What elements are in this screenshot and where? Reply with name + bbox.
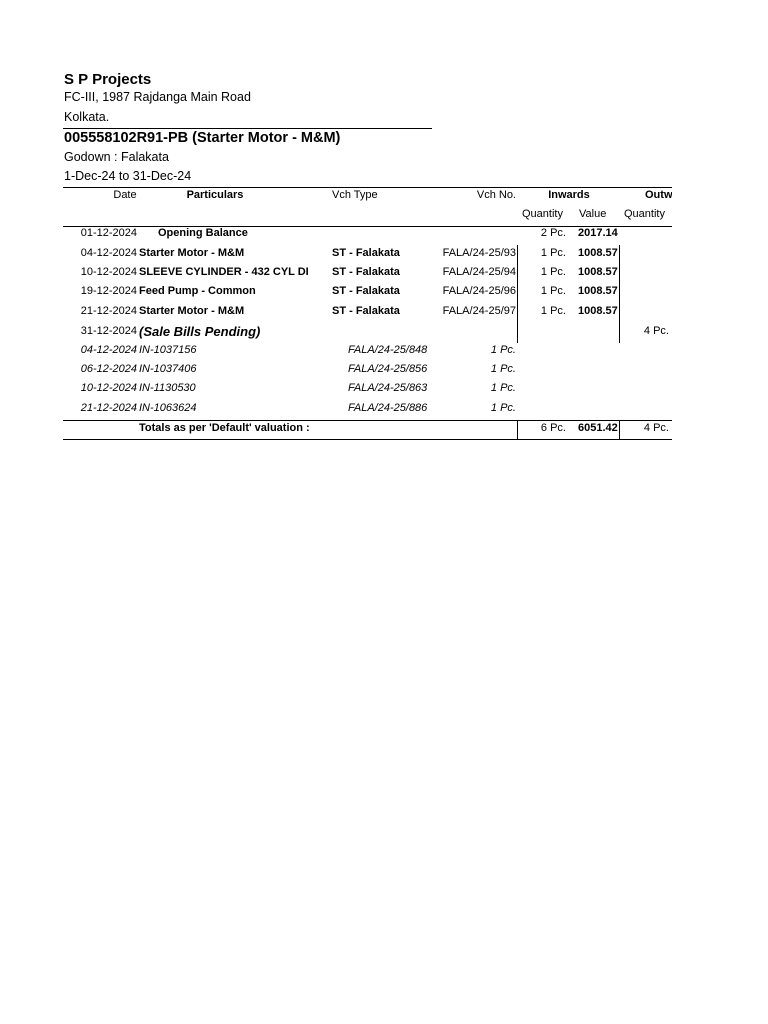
company-address-line1: FC-III, 1987 Rajdanga Main Road <box>64 90 251 104</box>
pending-quantity: 1 Pc. <box>490 344 516 356</box>
pending-vch-no: FALA/24-25/886 <box>348 402 428 414</box>
pending-quantity: 1 Pc. <box>490 363 516 375</box>
row-date: 21-12-2024 <box>80 305 137 317</box>
row-date: 10-12-2024 <box>80 266 137 278</box>
header-inwards: Inwards <box>548 189 590 201</box>
row-vch-no: FALA/24-25/96 <box>442 285 516 297</box>
totals-label: Totals as per 'Default' valuation : <box>139 422 310 434</box>
pending-ref: IN-1037406 <box>139 363 197 375</box>
company-address-line2: Kolkata. <box>64 110 110 124</box>
row-vch-type: ST - Falakata <box>332 285 400 297</box>
pending-vch-no: FALA/24-25/848 <box>348 344 428 356</box>
totals-in-quantity: 6 Pc. <box>540 422 566 434</box>
row-date: 19-12-2024 <box>80 285 137 297</box>
row-in-value: 1008.57 <box>578 285 618 297</box>
row-particulars: Starter Motor - M&M <box>139 247 245 259</box>
header-in-quantity: Quantity <box>522 208 563 220</box>
row-in-quantity: 2 Pc. <box>540 227 566 239</box>
header-vch-type: Vch Type <box>332 189 378 201</box>
row-vch-type: ST - Falakata <box>332 247 400 259</box>
pending-ref: IN-1130530 <box>139 382 196 394</box>
godown-label: Godown : Falakata <box>64 150 169 164</box>
row-vch-type: ST - Falakata <box>332 305 400 317</box>
totals-in-value: 6051.42 <box>578 422 618 434</box>
row-in-quantity: 1 Pc. <box>540 285 566 297</box>
header-vch-no: Vch No. <box>476 189 516 201</box>
row-date: 04-12-2024 <box>80 247 137 259</box>
totals-out-quantity: 4 Pc. <box>643 422 669 434</box>
row-out-quantity: 4 Pc. <box>643 325 669 337</box>
pending-date: 06-12-2024 <box>80 363 137 375</box>
row-particulars: (Sale Bills Pending) <box>139 324 261 339</box>
row-vch-type: ST - Falakata <box>332 266 400 278</box>
row-in-quantity: 1 Pc. <box>540 266 566 278</box>
report-title: 005558102R91-PB (Starter Motor - M&M) <box>64 130 341 146</box>
row-vch-no: FALA/24-25/94 <box>442 266 516 278</box>
header-out-quantity: Quantity <box>624 208 665 220</box>
row-particulars: Starter Motor - M&M <box>139 305 245 317</box>
header-outwards: Outw <box>645 189 672 201</box>
row-in-value: 2017.14 <box>578 227 618 239</box>
company-name: S P Projects <box>64 71 152 88</box>
pending-vch-no: FALA/24-25/856 <box>348 363 428 375</box>
pending-date: 21-12-2024 <box>80 402 137 414</box>
pending-quantity: 1 Pc. <box>490 382 516 394</box>
divider-vchno-right <box>517 245 518 343</box>
pending-ref: IN-1037156 <box>139 344 197 356</box>
header-in-value: Value <box>579 208 607 220</box>
row-in-value: 1008.57 <box>578 305 618 317</box>
totals-bottom-rule <box>63 439 672 440</box>
header-date: Date <box>113 189 137 201</box>
pending-quantity: 1 Pc. <box>490 402 516 414</box>
row-particulars: Opening Balance <box>158 227 248 239</box>
row-vch-no: FALA/24-25/97 <box>442 305 516 317</box>
row-in-value: 1008.57 <box>578 247 618 259</box>
pending-date: 04-12-2024 <box>80 344 137 356</box>
row-in-quantity: 1 Pc. <box>540 305 566 317</box>
row-vch-no: FALA/24-25/93 <box>442 247 516 259</box>
row-date: 01-12-2024 <box>80 227 137 239</box>
row-in-value: 1008.57 <box>578 266 618 278</box>
title-divider <box>63 128 432 129</box>
row-particulars: Feed Pump - Common <box>139 285 256 297</box>
row-in-quantity: 1 Pc. <box>540 247 566 259</box>
row-date: 31-12-2024 <box>80 325 137 337</box>
pending-date: 10-12-2024 <box>80 382 137 394</box>
header-particulars: Particulars <box>186 189 244 201</box>
pending-ref: IN-1063624 <box>139 402 197 414</box>
row-particulars: SLEEVE CYLINDER - 432 CYL DI <box>139 266 309 278</box>
pending-vch-no: FALA/24-25/863 <box>348 382 428 394</box>
period-label: 1-Dec-24 to 31-Dec-24 <box>64 169 192 183</box>
totals-divider-left <box>517 420 518 439</box>
